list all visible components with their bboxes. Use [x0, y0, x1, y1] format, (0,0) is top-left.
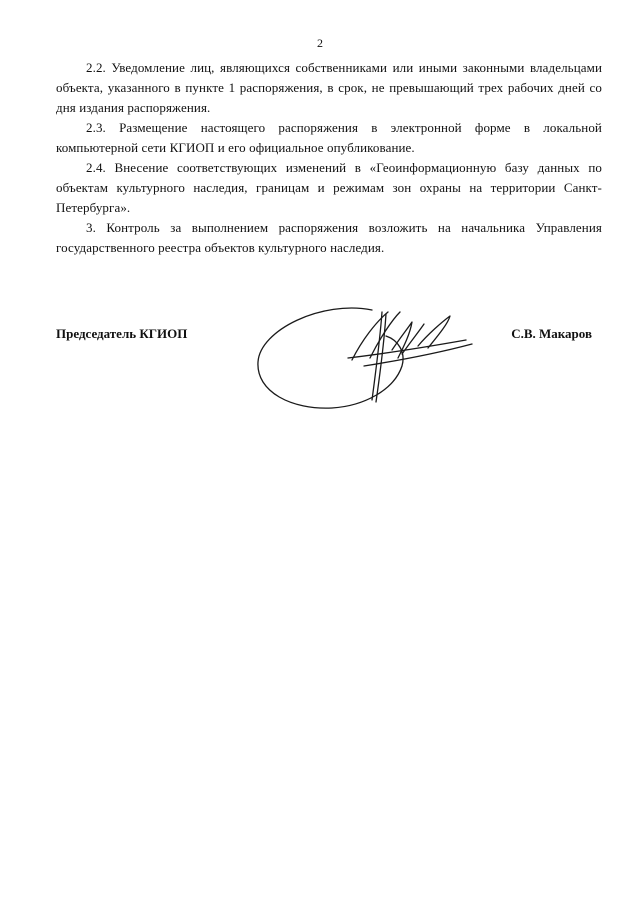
paragraph-2-2: 2.2. Уведомление лиц, являющихся собственниками или иными законными владельцами объекта, указанного в пункте 1 распоряжения, в срок, не превышающий трех рабочих дней со дня издания распоряжения.	[56, 60, 602, 115]
paragraph-2-3: 2.3. Размещение настоящего распоряжения в электронной форме в локальной компьютерной сети КГИОП и его официальное опубликование.	[56, 120, 602, 155]
paragraph-3: 3. Контроль за выполнением распоряжения возложить на начальника Управления государственного реестра объектов культурного наследия.	[56, 220, 602, 255]
document-body	[56, 58, 602, 258]
paragraph-2-4: 2.4. Внесение соответствующих изменений в «Геоинформационную базу данных по объектам культурного наследия, границам и режимам зон охраны на территории Санкт-Петербурга».	[56, 160, 602, 215]
signatory-position: Председатель КГИОП	[56, 326, 188, 341]
signatory-name: С.В. Макаров	[511, 326, 592, 341]
page-number: 2	[317, 36, 323, 50]
handwritten-signature-icon	[252, 300, 478, 416]
